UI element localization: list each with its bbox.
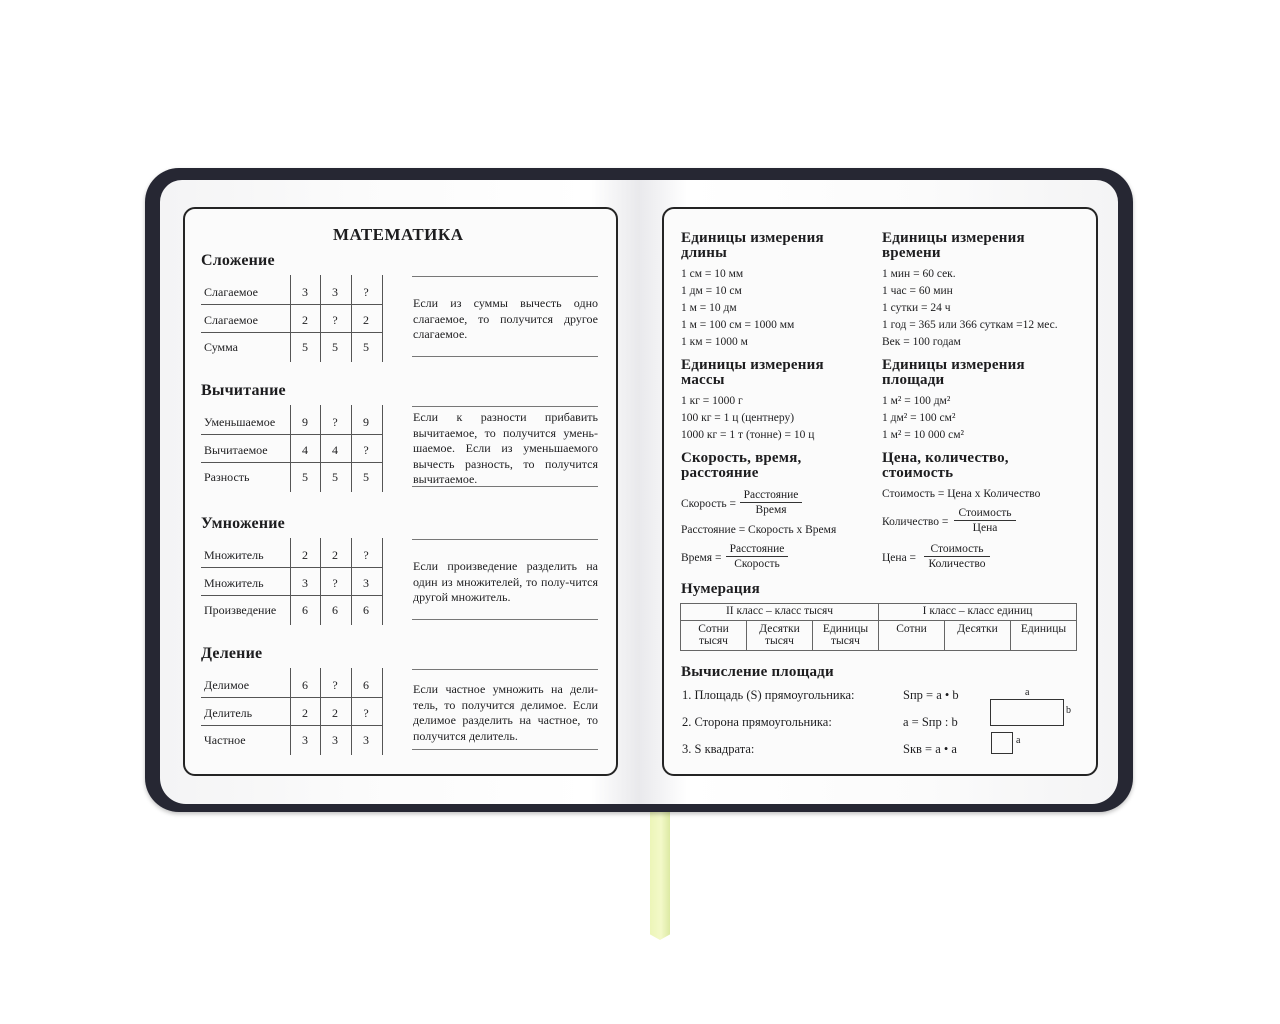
numeration-class-units: I класс – класс единиц: [922, 605, 1033, 617]
numeration-col: Десятки тысяч: [759, 623, 800, 647]
table-grid-line: [201, 595, 382, 596]
speed-formula-label: Скорость =: [681, 498, 736, 510]
rectangle-diagram: [990, 699, 1064, 726]
area-units-title: Единицы измерения площади: [882, 357, 1025, 388]
speed-title: Скорость, время, расстояние: [681, 450, 802, 481]
numeration-title: Нумерация: [681, 581, 760, 597]
fraction-numerator: Стоимость: [958, 507, 1012, 519]
table-cell: 4: [302, 442, 308, 457]
table-cell: ?: [332, 575, 338, 590]
note-rule: [412, 749, 598, 750]
note-rule: [412, 406, 598, 407]
table-cell: ?: [363, 442, 369, 457]
section-title: Вычитание: [201, 382, 286, 399]
table-cell: ?: [363, 548, 369, 562]
section-title: Умножение: [201, 515, 285, 532]
length-units-title: Единицы измерения длины: [681, 230, 824, 261]
fraction-numerator: Расстояние: [743, 489, 799, 501]
note-rule: [412, 669, 598, 670]
table-cell: 3: [363, 575, 369, 590]
numeration-col: Десятки: [957, 623, 998, 635]
area-line: 1 м² = 10 000 см²: [882, 429, 964, 441]
table-cell: 2: [302, 548, 308, 562]
table-cell: 6: [302, 678, 308, 692]
length-line: 1 м = 100 см = 1000 мм: [681, 319, 795, 331]
table-row-label: Вычитаемое: [204, 442, 268, 457]
table-grid-line: [382, 538, 383, 625]
area-calc-item: 3. S квадрата:: [682, 742, 755, 756]
table-row-label: Уменьшаемое: [204, 415, 276, 429]
table-row-label: Делимое: [204, 678, 250, 692]
note-rule: [412, 619, 598, 620]
table-cell: 2: [302, 705, 308, 720]
table-cell: ?: [363, 285, 369, 299]
area-calc-item: 2. Сторона прямоугольника:: [682, 715, 832, 729]
table-row-label: Частное: [204, 733, 246, 747]
numeration-col: Единицы: [1020, 623, 1067, 635]
table-cell: 5: [332, 470, 338, 484]
table-cell: 3: [332, 733, 338, 747]
table-row-label: Произведение: [204, 603, 277, 617]
time-units-title: Единицы измерения времени: [882, 230, 1025, 261]
table-grid-line: [201, 697, 382, 698]
distance-formula: Расстояние = Скорость х Время: [681, 524, 837, 536]
table-cell: 4: [332, 442, 338, 457]
table-row-label: Слагаемое: [204, 312, 258, 327]
table-grid-line: [201, 434, 382, 435]
time-line: 1 сутки = 24 ч: [882, 302, 951, 314]
time-line: 1 мин = 60 сек.: [882, 268, 956, 280]
table-cell: 5: [363, 470, 369, 484]
table-cell: 3: [363, 733, 369, 747]
time-line: Век = 100 годам: [882, 336, 961, 348]
area-line: 1 дм² = 100 см²: [882, 412, 956, 424]
table-cell: ?: [332, 415, 338, 429]
table-grid-line: [201, 725, 382, 726]
note-rule: [412, 356, 598, 357]
mass-line: 1 кг = 1000 г: [681, 395, 743, 407]
table-grid-line: [201, 567, 382, 568]
numeration-col: Единицы тысяч: [822, 623, 869, 647]
table-grid-line: [201, 462, 382, 463]
table-cell: ?: [332, 312, 338, 327]
area-calc-item: 1. Площадь (S) прямоугольника:: [682, 688, 855, 702]
area-formula: Sкв = a • a: [903, 742, 957, 756]
mass-units-title: Единицы измерения массы: [681, 357, 824, 388]
table-row-label: Разность: [204, 470, 250, 484]
fraction-denominator: Скорость: [734, 558, 780, 570]
fraction-numerator: Расстояние: [729, 543, 785, 555]
fraction-denominator: Время: [755, 504, 787, 516]
table-cell: 2: [302, 312, 308, 327]
table-cell: ?: [363, 705, 369, 720]
table-cell: 5: [332, 340, 338, 354]
table-cell: 3: [302, 575, 308, 590]
length-line: 1 дм = 10 см: [681, 285, 742, 297]
mass-line: 100 кг = 1 ц (центнеру): [681, 412, 795, 424]
rectangle-side-a-label: a: [1025, 687, 1030, 698]
time-line: 1 час = 60 мин: [882, 285, 953, 297]
speed-fraction: [740, 489, 802, 516]
rectangle-side-b-label: b: [1066, 705, 1071, 716]
length-line: 1 км = 1000 м: [681, 336, 748, 348]
table-cell: 2: [332, 548, 338, 562]
time-formula-label: Время =: [681, 552, 722, 564]
time-line: 1 год = 365 или 366 суткам =12 мес.: [882, 319, 1058, 331]
table-cell: 3: [332, 285, 338, 299]
table-cell: 6: [363, 678, 369, 692]
table-cell: 6: [363, 603, 369, 617]
numeration-class-thousands: II класс – класс тысяч: [725, 605, 834, 617]
table-cell: 6: [332, 603, 338, 617]
table-grid-line: [201, 332, 382, 333]
table-grid-line: [382, 275, 383, 362]
section-title: Сложение: [201, 252, 275, 269]
fraction-bar: [924, 556, 990, 557]
table-cell: 9: [363, 415, 369, 429]
table-grid-line: [382, 668, 383, 755]
area-formula: a = Sпр : b: [903, 715, 958, 729]
table-row-label: Слагаемое: [204, 285, 258, 299]
table-cell: 5: [302, 470, 308, 484]
table-cell: 3: [302, 285, 308, 299]
table-cell: 2: [332, 705, 338, 720]
numeration-table: [680, 603, 1077, 651]
fraction-bar: [954, 520, 1016, 521]
area-calc-title: Вычисление площади: [681, 664, 834, 680]
table-cell: 9: [302, 415, 308, 429]
table-row-label: Сумма: [204, 340, 238, 354]
area-formula: Sпр = a • b: [903, 688, 959, 702]
square-diagram: [991, 732, 1013, 754]
table-cell: 3: [302, 733, 308, 747]
note-rule: [412, 276, 598, 277]
table-grid-line: [382, 405, 383, 492]
price-fraction: [924, 543, 990, 570]
fraction-numerator: Стоимость: [930, 543, 984, 555]
table-row-label: Делитель: [204, 705, 253, 720]
table-cell: 5: [302, 340, 308, 354]
fraction-bar: [740, 502, 802, 503]
fraction-denominator: Цена: [972, 522, 998, 534]
section-note: Если из суммы вычесть одно слагаемое, то получится другое слагаемое.: [413, 296, 598, 341]
section-note: Если произведение разделить на один из множителей, то полу-чится другой множитель.: [413, 559, 598, 604]
length-line: 1 см = 10 мм: [681, 268, 744, 280]
table-cell: 2: [363, 312, 369, 327]
price-formula-label: Цена =: [882, 552, 917, 564]
quantity-formula-label: Количество =: [882, 516, 949, 528]
numeration-col: Сотни тысяч: [698, 623, 729, 647]
section-note: Если к разности прибавить вычитаемое, то получится умень-шаемое. Если из уменьшаемого вычесть разность, то получится вычитаемое.: [413, 410, 598, 486]
length-line: 1 м = 10 дм: [681, 302, 737, 314]
fraction-denominator: Количество: [928, 558, 986, 570]
time-fraction: [726, 543, 788, 570]
square-side-a-label: a: [1016, 735, 1021, 746]
cost-formula: Стоимость = Цена х Количество: [882, 488, 1041, 500]
mass-line: 1000 кг = 1 т (тонне) = 10 ц: [681, 429, 815, 441]
numeration-col: Сотни: [896, 623, 927, 635]
quantity-fraction: [954, 507, 1016, 534]
section-title: Деление: [201, 645, 263, 662]
fraction-bar: [726, 556, 788, 557]
price-title: Цена, количество, стоимость: [882, 450, 1009, 481]
table-row-label: Множитель: [204, 575, 264, 590]
page-title: МАТЕМАТИКА: [333, 225, 464, 244]
table-cell: 5: [363, 340, 369, 354]
bookmark-ribbon: [650, 800, 670, 940]
area-line: 1 м² = 100 дм²: [882, 395, 951, 407]
table-cell: 6: [302, 603, 308, 617]
table-row-label: Множитель: [204, 548, 264, 562]
note-rule: [412, 539, 598, 540]
section-note: Если частное умножить на дели-тель, то получится делимое. Если делимое разделить на частное, то получится делитель.: [413, 682, 598, 743]
table-cell: ?: [332, 678, 338, 692]
table-grid-line: [201, 304, 382, 305]
